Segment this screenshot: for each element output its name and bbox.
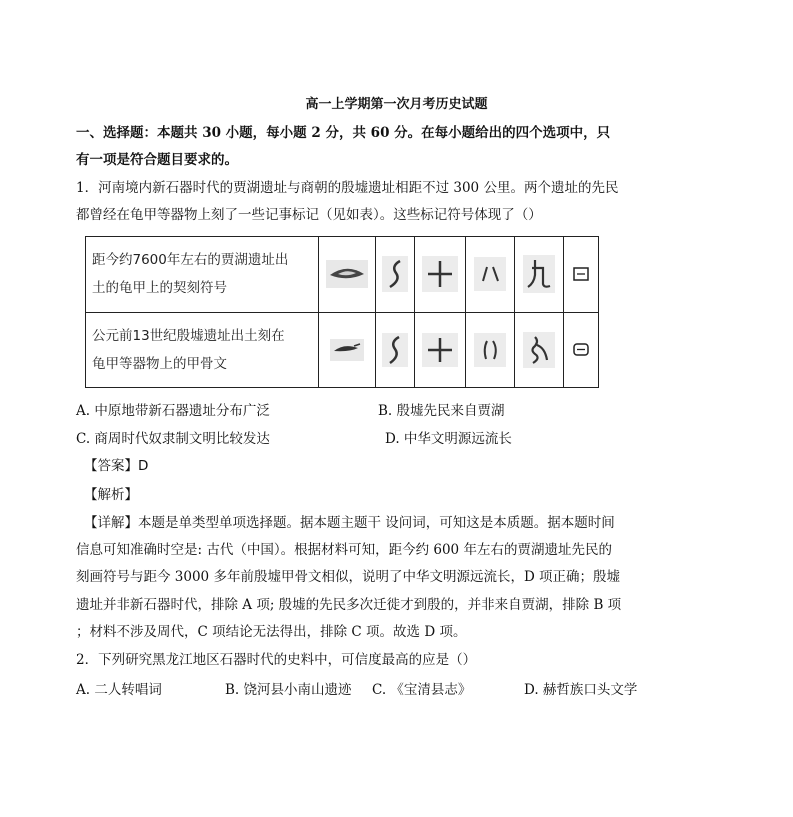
eight-symbol-icon	[474, 257, 506, 291]
oracle-eight-symbol-icon	[474, 333, 506, 367]
oracle-cross-symbol-icon	[422, 333, 458, 367]
question-2-option-d: D. 赫哲族口头文学	[524, 682, 638, 698]
symbol-comparison-table	[85, 236, 599, 388]
table-cell-oracle-eye-symbol	[319, 312, 376, 388]
analysis-label: 【解析】	[84, 487, 138, 503]
section-instruction-line2: 有一项是符合题目要求的。	[76, 152, 238, 168]
eye-symbol-icon	[326, 260, 368, 288]
question-2-option-c: C. 《宝清县志》	[372, 682, 472, 698]
table-cell-eye-symbol	[319, 237, 376, 313]
question-2-stem: 2．下列研究黑龙江地区石器时代的史料中，可信度最高的应是（）	[76, 652, 477, 668]
question-1-stem-line1: 1．河南境内新石器时代的贾湖遗址与商朝的殷墟遗址相距不过 300 公里。两个遗址的先民	[76, 180, 619, 196]
table-cell-curve-symbol	[376, 237, 415, 313]
oracle-curve-symbol-icon	[382, 333, 408, 367]
question-1-option-c: C. 商周时代奴隶制文明比较发达	[76, 431, 270, 447]
section-instruction-line1: 一、选择题：本题共 30 小题，每小题 2 分，共 60 分。在每小题给出的四个选项中，只	[76, 125, 611, 141]
question-1-option-b: B. 殷墟先民来自贾湖	[378, 403, 505, 419]
question-1-option-d: D. 中华文明源远流长	[385, 431, 512, 447]
analysis-detail-line2: 信息可知准确时空是: 古代（中国）。根据材料可知，距今约 600 年左右的贾湖遗址先民的	[76, 542, 612, 558]
analysis-detail-line1: 【详解】本题是单类型单项选择题。据本题主题干 设问词，可知这是本质题。据本题时间	[84, 515, 615, 531]
nine-symbol-icon	[523, 255, 555, 293]
oracle-eye-symbol-icon	[330, 339, 364, 361]
question-2-option-a: A. 二人转唱词	[76, 682, 162, 698]
analysis-detail-line3: 刻画符号与距今 3000 多年前殷墟甲骨文相似，说明了中华文明源远流长，D 项正确；殷墟	[76, 569, 621, 585]
jiahu-description-line1: 距今约7600年左右的贾湖遗址出	[92, 252, 289, 269]
jiahu-description-line2: 土的龟甲上的契刻符号	[92, 280, 227, 297]
oracle-nine-symbol-icon	[523, 332, 555, 368]
table-cell-oracle-curve-symbol	[376, 312, 415, 388]
question-1-option-a: A. 中原地带新石器遗址分布广泛	[76, 403, 270, 419]
table-cell-oracle-eight-symbol	[466, 312, 515, 388]
question-2-option-b: B. 饶河县小南山遗迹	[225, 682, 352, 698]
analysis-detail-line4: 遗址并非新石器时代，排除 A 项; 殷墟的先民多次迁徙才到殷的，并非来自贾湖，排除 B 项	[76, 597, 622, 613]
yinxu-description-line1: 公元前13世纪殷墟遗址出土刻在	[92, 327, 285, 344]
sun-symbol-icon	[572, 265, 590, 283]
table-cell-cross-symbol	[415, 237, 466, 313]
yinxu-description-line2: 龟甲等器物上的甲骨文	[92, 355, 227, 372]
table-cell-oracle-sun-symbol	[564, 312, 599, 388]
table-cell-yinxu-description	[86, 312, 319, 388]
page-title: 高一上学期第一次月考历史试题	[305, 97, 488, 112]
table-row-yinxu	[86, 312, 599, 388]
oracle-sun-symbol-icon	[572, 342, 590, 358]
table-cell-jiahu-description	[86, 237, 319, 313]
table-cell-sun-symbol	[564, 237, 599, 313]
table-cell-eight-symbol	[466, 237, 515, 313]
question-1-stem-line2: 都曾经在龟甲等器物上刻了一些记事标记（见如表）。这些标记符号体现了（）	[76, 207, 542, 223]
table-cell-nine-symbol	[515, 237, 564, 313]
table-cell-oracle-nine-symbol	[515, 312, 564, 388]
table-row-jiahu	[86, 237, 599, 313]
table-cell-oracle-cross-symbol	[415, 312, 466, 388]
analysis-detail-line5: ；材料不涉及周代，C 项结论无法得出，排除 C 项。故选 D 项。	[76, 624, 467, 640]
curve-symbol-icon	[382, 256, 408, 292]
cross-symbol-icon	[422, 256, 458, 292]
answer-label: 【答案】D	[84, 458, 149, 474]
